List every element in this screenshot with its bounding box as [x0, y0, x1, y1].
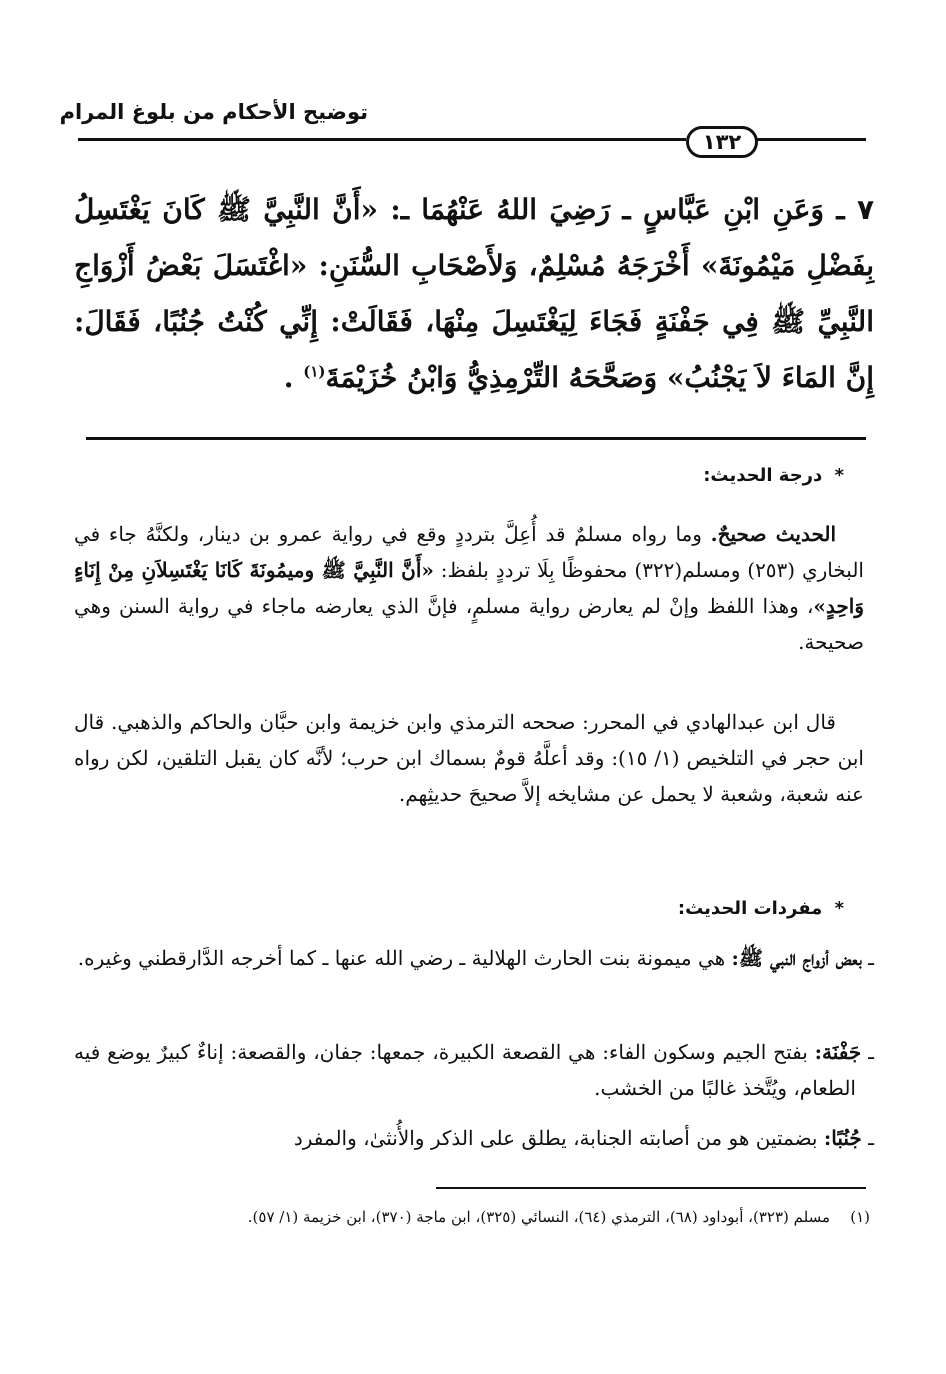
vocab-dash: ـ [868, 1040, 874, 1064]
running-head-title: توضيح الأحكام من بلوغ المرام [59, 100, 368, 124]
degree-heading [74, 465, 844, 486]
footnote-rule [436, 1187, 866, 1189]
section-divider [86, 437, 866, 440]
degree-quote: «أَنَّ النَّبِيَّ ﷺ وميمُونَةَ كَانَا يَغْتَسِلاَنِ مِنْ إِنَاءٍ وَاحِدٍ» [74, 558, 864, 618]
footnote-number: (١) [850, 1208, 870, 1226]
page-number-badge [686, 126, 758, 158]
degree-tail: ، وهذا اللفظ وإنْ لم يعارض رواية مسلمٍ، فإنَّ الذي يعارضه ماجاء في رواية السنن وهي صحيحة. [74, 594, 864, 654]
heading-star-icon: * [834, 465, 844, 486]
header-rule-left [78, 138, 686, 141]
footnote [70, 1202, 870, 1232]
vocab-definition: هي ميمونة بنت الحارث الهلالية ـ رضي الله عنها ـ كما أخرجه الدَّارقطني وغيره. [77, 946, 732, 970]
vocab-dash: ـ [868, 946, 874, 970]
header-rule-right [752, 138, 866, 141]
hadith-dash: ـ [836, 193, 845, 226]
footnote-text: مسلم (٣٢٣)، أبوداود (٦٨)، الترمذي (٦٤)، النسائي (٣٢٥)، ابن ماجة (٣٧٠)، ابن خزيمة (١/ ٥٧). [247, 1208, 830, 1226]
degree-lead: الحديث صحيحٌ. [710, 522, 836, 546]
footnote-ref-1: (١) [303, 362, 326, 381]
vocab-term: جَفْنَة: [814, 1040, 862, 1064]
page-number: ١٣٢ [702, 129, 742, 154]
degree-body: وما رواه مسلمٌ قد أُعِلَّ بترددٍ وقع في رواية عمرو بن دينار، ولكنَّهُ جاء في البخاري (٢٥٣) ومسلم(٣٢٢) محفوظًا بِلَا ترددٍ بلفظ: [74, 522, 864, 582]
vocab-heading [74, 898, 844, 919]
vocab-definition: بضمتين هو من أصابته الجنابة، يطلق على الذكر والأُنثىٰ، والمفرد [293, 1126, 824, 1150]
vocab-term: جُنُبًا: [823, 1126, 862, 1150]
vocab-dash: ـ [868, 1126, 874, 1150]
hadith-number: ٧ [856, 193, 875, 226]
hadith-body: وَعَنِ ابْنِ عَبَّاسٍ ـ رَضِيَ اللهُ عَنْهُمَا ـ: «أَنَّ النَّبِيَّ ﷺ كَانَ يَغْتَسِلُ بِفَضْلِ مَيْمُونَةَ» أَخْرَجَهُ مُسْلِمٌ، وَلأَصْحَابِ السُّنَنِ: «اغْتَسَلَ بَعْضُ أَزْوَاجِ النَّبِيِّ ﷺ فِي جَفْنَةٍ فَجَاءَ لِيَغْتَسِلَ مِنْهَا، فَقَالَتْ: إِنِّي كُنْتُ جُنُبًا، فَقَالَ: إِنَّ المَاءَ لاَ يَجْنُبُ» وَصَحَّحَهُ التِّرْمِذِيُّ وَابْنُ خُزَيْمَةَ [74, 193, 874, 394]
vocab-definition: بفتح الجيم وسكون الفاء: هي القصعة الكبيرة، جمعها: جفان، والقصعة: إناءٌ كبيرٌ يوضع فيه الطعام، ويُتَّخذ غالبًا من الخشب. [74, 1040, 856, 1100]
vocab-heading-text: مفردات الحديث: [677, 898, 823, 919]
vocab-term: بعض أزواج النبي ﷺ: [731, 946, 862, 970]
vocab-item [74, 1120, 874, 1156]
heading-star-icon: * [834, 898, 844, 919]
degree-heading-text: درجة الحديث: [703, 465, 823, 486]
degree-paragraph-1 [74, 516, 864, 660]
hadith-text [74, 182, 874, 406]
vocab-item [74, 1034, 874, 1106]
hadith-end: . [283, 361, 294, 394]
degree-paragraph-2: قال ابن عبدالهادي في المحرر: صححه الترمذي وابن خزيمة وابن حبَّان والحاكم والذهبي. قال ابن حجر في التلخيص (١/ ١٥): وقد أعلَّهُ قومٌ بسماك ابن حرب؛ لأنَّه كان يقبل التلقين، لكن رواه عنه شعبة، وشعبة لا يحمل عن مشايخه إلاَّ صحيحَ حديثِهم. [74, 710, 864, 806]
vocab-item [74, 940, 874, 976]
